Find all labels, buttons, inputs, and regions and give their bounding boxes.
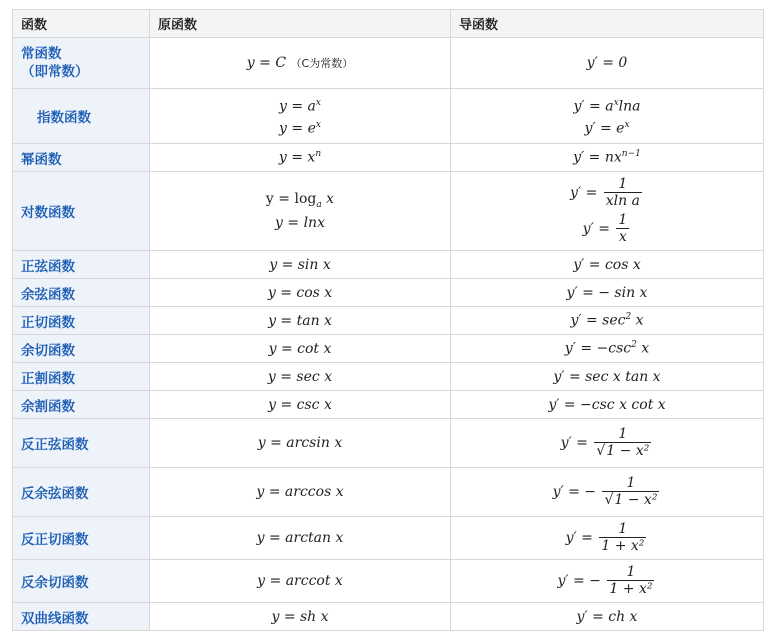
fraction-numerator: 1	[618, 212, 628, 228]
table-row	[13, 517, 764, 560]
original-cell: y = csc x	[150, 391, 451, 419]
original-cell: y = sh x	[150, 603, 451, 631]
formula-exponent: x	[315, 120, 321, 130]
formula: y′ = 0	[586, 55, 628, 71]
table-row	[13, 560, 764, 603]
formula: y = lnx	[275, 214, 325, 231]
header-derivative: 导函数	[451, 10, 764, 38]
derivative-cell	[451, 517, 764, 560]
original-cell	[150, 38, 451, 89]
derivative-cell	[451, 307, 764, 335]
table-row	[13, 603, 764, 631]
fraction-denominator: √1 − x²	[596, 443, 650, 459]
formula-exponent: x	[315, 98, 321, 109]
derivative-cell: y′ = cos x	[451, 251, 764, 279]
function-name[interactable]: 指数函数	[13, 89, 150, 144]
formula	[451, 211, 763, 247]
formula-tail: x	[631, 312, 644, 329]
derivative-cell	[451, 468, 764, 517]
original-cell: y = arccot x	[150, 560, 451, 603]
function-name[interactable]: 正切函数	[13, 307, 150, 335]
function-name[interactable]: 幂函数	[13, 144, 150, 172]
derivative-cell	[451, 38, 764, 89]
table-row	[13, 251, 764, 279]
formula-exponent: x	[613, 98, 619, 109]
formula-lhs: y′ =	[582, 221, 610, 237]
original-cell: y = tan x	[150, 307, 451, 335]
fraction	[607, 565, 654, 597]
formula	[451, 116, 763, 138]
function-name[interactable]: 反正切函数	[13, 517, 150, 560]
sqrt-radicand: 1 − x²	[614, 492, 658, 508]
original-cell: y = sin x	[150, 251, 451, 279]
fraction-denominator: 1 + x²	[601, 538, 645, 554]
formula-note: （C为常数）	[290, 57, 354, 70]
formula-exponent: n	[315, 149, 322, 160]
table-row	[13, 391, 764, 419]
derivative-cell: y′ = − sin x	[451, 279, 764, 307]
formula-exponent: 2	[625, 312, 632, 323]
derivative-cell	[451, 335, 764, 363]
header-original: 原函数	[150, 10, 451, 38]
formula	[150, 116, 450, 138]
formula-lhs: y′ =	[570, 185, 598, 201]
formula-base: y′ = a	[573, 99, 614, 115]
derivative-cell	[451, 144, 764, 172]
header-row	[13, 10, 764, 38]
function-name[interactable]: 反余弦函数	[13, 468, 150, 517]
function-name	[13, 38, 150, 89]
formula-base: y′ = e	[584, 120, 625, 137]
derivative-cell	[451, 172, 764, 251]
formula-exponent: x	[624, 120, 630, 130]
formula-base: y = e	[279, 120, 316, 137]
fraction	[604, 177, 642, 209]
original-cell: y = cot x	[150, 335, 451, 363]
function-name[interactable]: 余割函数	[13, 391, 150, 419]
function-name[interactable]: 余切函数	[13, 335, 150, 363]
formula-tail: x	[636, 340, 650, 357]
formula-lhs: y′ = −	[557, 573, 601, 589]
fraction-denominator: xln a	[605, 193, 640, 209]
table-row	[13, 38, 764, 89]
formula	[451, 94, 763, 116]
header-function: 函数	[13, 10, 150, 38]
original-cell: y = arctan x	[150, 517, 451, 560]
formula	[150, 190, 450, 214]
function-name[interactable]: 反正弦函数	[13, 419, 150, 468]
derivative-cell	[451, 560, 764, 603]
fraction	[599, 522, 646, 554]
fraction-numerator: 1	[607, 565, 654, 581]
derivative-cell: y′ = −csc x cot x	[451, 391, 764, 419]
formula-tail: lna	[618, 99, 641, 115]
function-name[interactable]: 正割函数	[13, 363, 150, 391]
formula	[150, 94, 450, 116]
derivative-cell	[451, 419, 764, 468]
fraction-numerator: 1	[602, 476, 659, 492]
formula-lhs: y′ =	[560, 435, 588, 451]
formula-exponent: n−1	[621, 149, 641, 160]
original-cell	[150, 144, 451, 172]
const-subname: （即常数）	[21, 64, 89, 80]
table-row	[13, 279, 764, 307]
table-row	[13, 468, 764, 517]
formula	[451, 175, 763, 211]
formula-exponent: 2	[631, 340, 637, 351]
derivative-table	[12, 9, 764, 631]
fraction-denominator: 1 + x²	[609, 581, 653, 597]
formula-tail: x	[326, 191, 335, 208]
fraction-numerator: 1	[599, 522, 646, 538]
function-name[interactable]: 反余切函数	[13, 560, 150, 603]
original-cell: y = arccos x	[150, 468, 451, 517]
table-row	[13, 335, 764, 363]
fraction-numerator: 1	[594, 427, 651, 443]
original-cell: y = sec x	[150, 363, 451, 391]
fraction	[602, 476, 659, 508]
function-name[interactable]: 正弦函数	[13, 251, 150, 279]
sqrt-radicand: 1 − x²	[606, 443, 650, 459]
link-const[interactable]: 常函数	[21, 46, 62, 62]
table-row	[13, 89, 764, 144]
original-cell: y = arcsin x	[150, 419, 451, 468]
formula-lhs: y′ = −	[552, 484, 597, 500]
formula-subscript: a	[316, 199, 322, 210]
fraction-denominator: √1 − x²	[604, 492, 658, 508]
table-row	[13, 307, 764, 335]
formula-base: y′ = −csc	[564, 340, 632, 357]
formula-base: y′ = nx	[573, 149, 622, 166]
fraction-numerator: 1	[604, 177, 642, 193]
fraction-denominator: x	[618, 229, 627, 245]
original-cell	[150, 172, 451, 251]
table-row	[13, 363, 764, 391]
fraction	[616, 213, 629, 245]
table-row	[13, 419, 764, 468]
formula-base: y = x	[278, 149, 316, 166]
derivative-cell: y′ = ch x	[451, 603, 764, 631]
table-row	[13, 172, 764, 251]
function-name[interactable]: 余弦函数	[13, 279, 150, 307]
fraction	[594, 427, 651, 459]
formula-lhs: y′ =	[565, 530, 593, 546]
derivative-cell	[451, 89, 764, 144]
derivative-cell: y′ = sec x tan x	[451, 363, 764, 391]
formula: y = C	[246, 55, 287, 71]
function-name[interactable]: 双曲线函数	[13, 603, 150, 631]
formula-base: y = a	[279, 99, 316, 115]
table-row	[13, 144, 764, 172]
original-cell: y = cos x	[150, 279, 451, 307]
original-cell	[150, 89, 451, 144]
formula-base: y′ = sec	[570, 312, 626, 329]
formula-base: y = log	[265, 191, 317, 208]
function-name[interactable]: 对数函数	[13, 172, 150, 251]
